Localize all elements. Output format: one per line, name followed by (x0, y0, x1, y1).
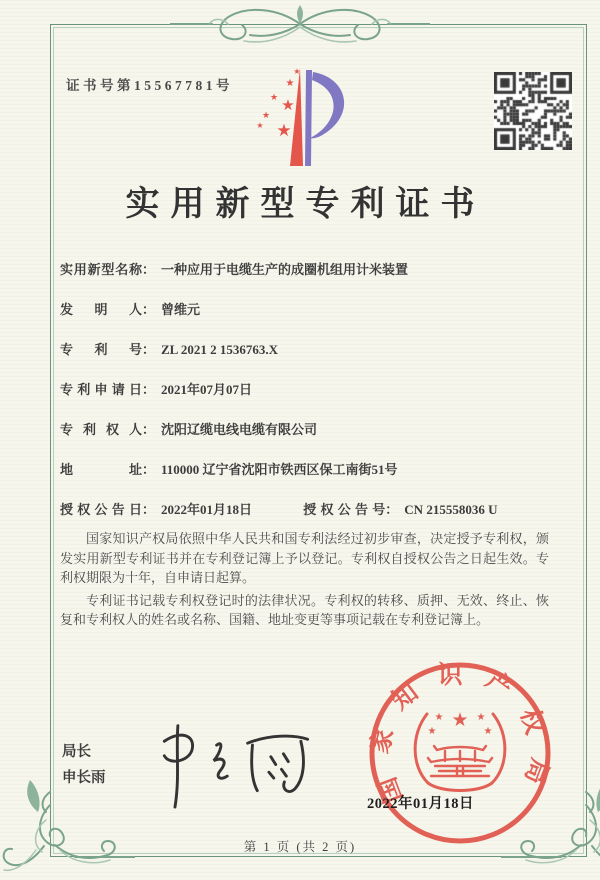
certificate-number: 证书号第15567781号 (66, 78, 233, 93)
seal-date: 2022年01月18日 (367, 796, 474, 812)
corner-flourish-leaf (27, 780, 39, 812)
field-row-patent-number (60, 340, 552, 360)
field-label: 专利号 (60, 342, 142, 357)
field-label: 地址 (60, 462, 142, 477)
svg-text:★: ★ (451, 709, 469, 731)
colon: ： (142, 262, 156, 277)
field-row-inventor (60, 300, 552, 320)
body-paragraph: 专利证书记载专利权登记时的法律状况。专利权的转移、质押、无效、终止、恢复和专利权人的姓名或名称、国籍、地址变更等事项记载在专利登记簿上。 (60, 592, 549, 627)
field-value: 2021年07月07日 (161, 382, 253, 397)
top-flourish-leaf (297, 5, 303, 24)
field-value: ZL 2021 2 1536763.X (161, 342, 279, 357)
body-paragraph: 国家知识产权局依照中华人民共和国专利法经过初步审查，决定授予专利权，颁发实用新型专利证书并在专利登记簿上予以登记。专利权自授权公告之日起生效。专利权期限为十年，自申请日起算。 (60, 531, 549, 585)
field-row-patentee (60, 420, 552, 440)
page-title: 实用新型专利证书 (125, 186, 486, 223)
field-label: 发明人 (60, 302, 142, 317)
svg-text:★: ★ (276, 121, 292, 141)
field-row-name (60, 260, 552, 280)
svg-text:★: ★ (434, 712, 444, 723)
svg-text:★: ★ (281, 96, 295, 114)
field-label: 授权公告日 (60, 502, 142, 517)
signer-name-label: 申长雨 (62, 770, 106, 786)
seal-ring-text: 国家知识产权局 (366, 661, 554, 807)
colon: ： (142, 342, 156, 357)
field-value: 110000 辽宁省沈阳市铁西区保工南街51号 (161, 462, 398, 477)
field-row-grant (60, 500, 552, 520)
field-value: 沈阳辽缆电线电缆有限公司 (161, 422, 318, 437)
grant-date-pair (60, 502, 255, 517)
field-label: 授权公告号 (303, 502, 386, 517)
top-flourish-icon (170, 4, 430, 50)
colon: ： (142, 302, 156, 317)
colon: ： (142, 422, 156, 437)
field-label: 专利申请日 (60, 382, 142, 397)
svg-text:★: ★ (261, 111, 271, 121)
svg-text:★: ★ (427, 726, 437, 737)
field-list (60, 260, 552, 540)
qr-code (494, 72, 572, 150)
signer-title-label: 局长 (62, 744, 91, 760)
field-value: 一种应用于电缆生产的成圈机组用计米装置 (161, 262, 409, 277)
seal-ring-text-holder (365, 661, 554, 807)
legal-text (60, 529, 549, 633)
grant-number-pair (303, 502, 497, 517)
cnipa-logo-icon (240, 62, 366, 170)
field-row-address (60, 460, 552, 480)
logo-p-shape (305, 70, 344, 166)
svg-text:★: ★ (476, 712, 486, 723)
svg-text:★: ★ (285, 78, 295, 89)
svg-text:★: ★ (269, 93, 279, 103)
field-value: 2022年01月18日 (161, 502, 253, 517)
page-footer: 第 1 页 (共 2 页) (243, 840, 357, 854)
corner-flourish-leaf (596, 780, 600, 812)
field-value: CN 215558036 U (404, 502, 498, 517)
svg-text:★: ★ (483, 726, 493, 737)
handwritten-signature-icon (148, 718, 323, 810)
svg-text:★: ★ (256, 121, 264, 130)
field-value: 曾维元 (161, 302, 201, 317)
field-row-filing-date (60, 380, 552, 400)
national-emblem-icon (415, 709, 505, 791)
colon: ： (142, 382, 156, 397)
field-label: 专利权人 (60, 422, 142, 437)
svg-text:★: ★ (293, 67, 301, 76)
field-label: 实用新型名称 (60, 262, 142, 277)
colon: ： (142, 502, 156, 517)
colon: ： (385, 502, 399, 517)
official-seal (365, 658, 555, 848)
colon: ： (142, 462, 156, 477)
